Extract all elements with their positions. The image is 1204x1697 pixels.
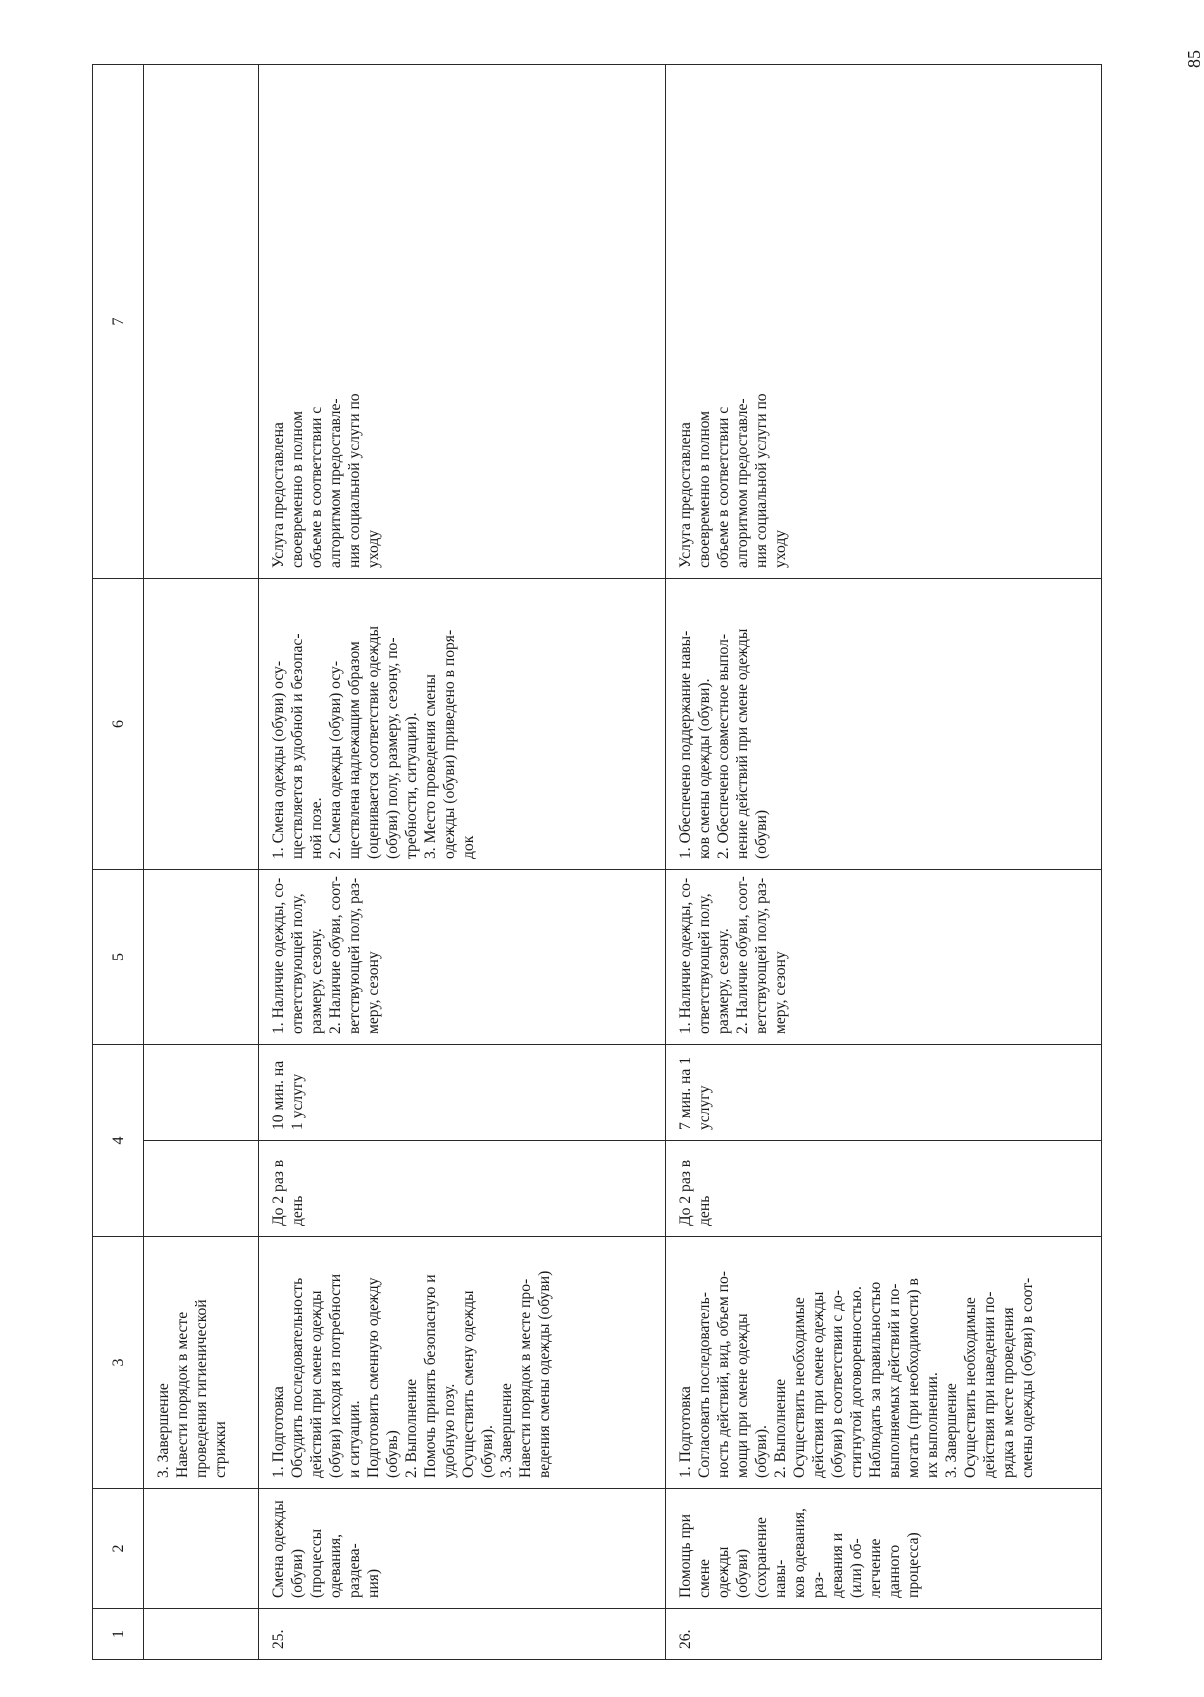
header-cell: 2	[93, 1489, 144, 1609]
cell-conditions	[144, 870, 259, 1045]
table-row	[144, 65, 259, 1660]
header-cell: 1	[93, 1609, 144, 1660]
cell-service	[144, 1489, 259, 1609]
cell-conditions: 1. Наличие одежды, со- ответствующей полу, размеру, сезону. 2. Наличие обуви, соот- ветствующей полу, раз- меру, сезону	[666, 870, 1102, 1045]
rotated-table-container	[92, 65, 1102, 1660]
cell-result: Услуга предоставлена своевременно в полном объеме в соответствии с алгоритмом предоставле- ния социальной услуги по уходу	[666, 65, 1102, 579]
cell-quality	[144, 579, 259, 870]
cell-conditions: 1. Наличие одежды, со- ответствующей полу, размеру, сезону. 2. Наличие обуви, соот- ветствующей полу, раз- меру, сезону	[259, 870, 666, 1045]
cell-procedure: 1. Подготовка Обсудить последовательность действий при смене одежды (обуви) исходя из потребности и ситуации. Подготовить сменную одежду (обувь) 2. Выполнение Помочь принять безопасную и удобную позу. Осуществить смену одежды (обуви). 3. Завершение Навести порядок в месте про- ведения смены одежды (обуви)	[259, 1237, 666, 1489]
cell-procedure: 1. Подготовка Согласовать последователь- ность действий, вид, объем по- мощи при смене одежды (обуви). 2. Выполнение Осуществить необходимые действия при смене одежды (обуви) в соответствии с до- стигнутой договоренностью. Наблюдать за правильностью выполняемых действий и по- могать (при необходимости) в их выполнении. 3. Завершение Осуществить необходимые действия при наведении по- рядка в месте проведения смены одежды (обуви) в соот-	[666, 1237, 1102, 1489]
cell-result	[144, 65, 259, 579]
cell-num: 25.	[259, 1609, 666, 1660]
table-row	[666, 65, 1102, 1660]
header-row	[93, 65, 144, 1660]
header-cell: 3	[93, 1237, 144, 1489]
cell-service: Помощь при смене одежды (обуви) (сохранение навы- ков одевания, раз- девания и (или) об- легчение данного процесса)	[666, 1489, 1102, 1609]
cell-periodicity: До 2 раз в день	[259, 1141, 666, 1237]
cell-result: Услуга предоставлена своевременно в полном объеме в соответствии с алгоритмом предоставле- ния социальной услуги по уходу	[259, 65, 666, 579]
cell-num	[144, 1609, 259, 1660]
services-table	[92, 64, 1102, 1660]
header-cell: 4	[93, 1045, 144, 1237]
cell-duration: 10 мин. на 1 услугу	[259, 1045, 666, 1141]
page-number: 85	[1184, 50, 1204, 68]
cell-duration	[144, 1045, 259, 1141]
cell-quality: 1. Обеспечено поддержание навы- ков смены одежды (обуви). 2. Обеспечено совместное выпол- нение действий при смене одежды (обуви)	[666, 579, 1102, 870]
header-cell: 5	[93, 870, 144, 1045]
header-cell: 7	[93, 65, 144, 579]
cell-num: 26.	[666, 1609, 1102, 1660]
cell-periodicity: До 2 раз в день	[666, 1141, 1102, 1237]
cell-duration: 7 мин. на 1 услугу	[666, 1045, 1102, 1141]
header-cell: 6	[93, 579, 144, 870]
table-row	[259, 65, 666, 1660]
cell-procedure: 3. Завершение Навести порядок в месте проведения гигиенической стрижки	[144, 1237, 259, 1489]
cell-service: Смена одежды (обуви) (процессы одевания, раздева- ния)	[259, 1489, 666, 1609]
cell-quality: 1. Смена одежды (обуви) осу- ществляется в удобной и безопас- ной позе. 2. Смена одежды (обуви) осу- ществлена надлежащим образом (оценивается соответствие одежды (обуви) полу, размеру, сезону, по- требности, ситуации). 3. Место проведения смены одежды (обуви) приведено в поря- док	[259, 579, 666, 870]
cell-periodicity	[144, 1141, 259, 1237]
